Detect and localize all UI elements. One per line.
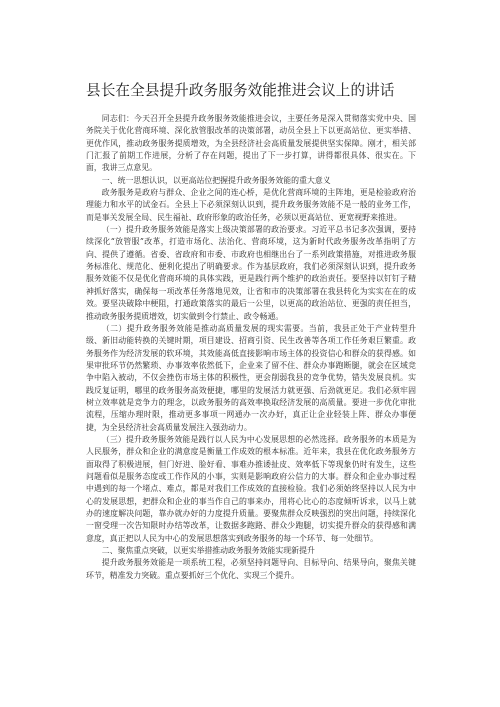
paragraph-point-2: （二）提升政务服务效能是推动高质量发展的现实需要。当前，我县正处于产业转型升级、新旧动能转换的关键时期，项目建设、招商引资、民生改善等各项工作任务艰巨繁重。政务服务作为经济发展的软环境，其效能高低直接影响市场主体的投资信心和群众的获得感。如果审批环节仍然繁琐、办事效率依然低下，企业来了留不住、群众办事跑断腿，就会在区域竞争中陷入被动，不仅会挫伤市场主体的积极性，更会削弱我县的竞争优势，错失发展良机。实践反复证明，哪里的政务服务高效便捷，哪里的发展活力就更强、后劲就更足。我们必须牢固树立效率就是竞争力的理念，以政务服务的高效率换取经济发展的高质量。要进一步优化审批流程，压缩办理时限，推动更多事项一网通办一次办好，真正让企业轻装上阵、群众办事便捷，为全县经济社会高质量发展注入强劲动力。 [86, 323, 416, 432]
section-heading-2: 二、聚焦重点突破，以更实举措推动政务服务效能实现新提升 [101, 546, 315, 556]
paragraph-point-1: （一）提升政务服务效能是落实上级决策部署的政治要求。习近平总书记多次强调，要持续深化“放管服”改革，打造市场化、法治化、营商环境，这为新时代政务服务改革指明了方向、提供了遵循。省委、省政府和市委、市政府也相继出台了一系列政策措施，对推进政务服务标准化、规范化、便利化提出了明确要求。作为基层政府，我们必须深刻认识到，提升政务服务效能不仅是优化营商环境的具体实践，更是践行两个维护的政治责任。要坚持以钉钉子精神抓好落实，确保每一项改革任务落地见效，让省和市的决策部署在我县转化为实实在在的成效。要坚决破除中梗阻，打通政策落实的最后一公里，以更高的政治站位、更强的责任担当，推动政务服务提质增效，切实做到令行禁止、政令畅通。 [86, 225, 416, 321]
document-page [86, 82, 416, 582]
paragraph-section-1-intro: 政务服务是政府与群众、企业之间的连心桥，是优化营商环境的主阵地，更是检验政府治理能力和水平的试金石。全县上下必须深刻认识到，提升政务服务效能不是一般的业务工作，而是事关发展全局、民生福祉、政府形象的政治任务，必须以更高站位、更宽视野来推进。 [86, 188, 416, 222]
paragraph-point-3: （三）提升政务服务效能是践行以人民为中心发展思想的必然选择。政务服务的本质是为人民服务，群众和企业的满意度是衡量工作成效的根本标准。近年来，我县在优化政务服务方面取得了积极进展，但门好进、脸好看、事难办推诿扯皮、效率低下等现象仍时有发生，这些问题看似是服务态度或工作作风的小事，实则是影响政府公信力的大事。群众和企业办事过程中遇到的每一个堵点、难点，都是对我们工作成效的直接检验。我们必须始终坚持以人民为中心的发展思想，把群众和企业的事当作自己的事来办，用将心比心的态度倾听诉求，以马上就办的速度解决问题，靠办就办好的力度提升质量。要聚焦群众反映强烈的突出问题，持续深化一窗受理一次告知限时办结等改革，让数据多跑路、群众少跑腿，切实提升群众的获得感和满意度，真正把以人民为中心的发展思想落实到政务服务的每一个环节、每一处细节。 [86, 434, 416, 543]
section-heading-1: 一、统一思想认识，以更高站位把握提升政务服务效能的重大意义 [101, 175, 331, 185]
document-body [86, 113, 416, 582]
paragraph-section-2-intro: 提升政务服务效能是一项系统工程，必须坚持问题导向、目标导向、结果导向，聚焦关键环节，精准发力突破。重点要抓好三个优化、实现三个提升。 [86, 558, 416, 580]
paragraph-opening: 同志们：今天召开全县提升政务服务效能推进会议，主要任务是深入贯彻落实党中央、国务院关于优化营商环境、深化放管服改革的决策部署，动员全县上下以更高站位、更实举措、更优作风，推动政务服务提质增效，为全县经济社会高质量发展提供坚实保障。刚才，相关部门汇报了前期工作进展，分析了存在问题，提出了下一步打算，讲得都很具体、很实在。下面，我讲三点意见。 [86, 114, 416, 173]
document-title: 县长在全县提升政务服务效能推进会议上的讲话 [86, 82, 395, 99]
